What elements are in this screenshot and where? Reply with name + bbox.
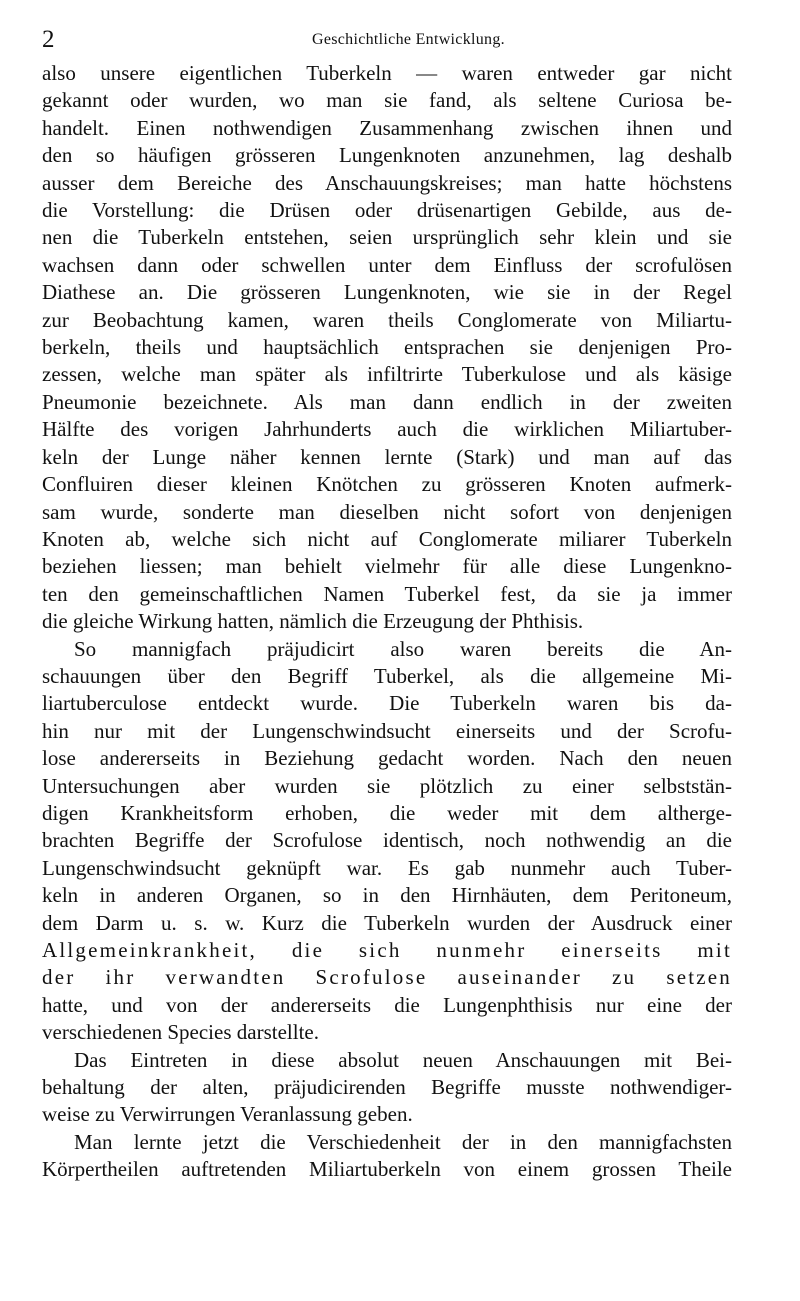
text-line: weise zu Verwirrungen Veranlassung geben. [42,1102,413,1127]
paragraph-3 [42,1047,732,1129]
text-line: berkeln, theils und hauptsächlich entsprachen sie denjenigen Pro- [42,335,732,360]
text-line: die Vorstellung: die Drüsen oder drüsenartigen Gebilde, aus de- [42,198,732,223]
text-line: also unsere eigentlichen Tuberkeln — waren entweder gar nicht [42,61,732,85]
text-line: beziehen liessen; man behielt vielmehr für alle diese Lungenkno- [42,554,732,579]
page-header [42,26,732,56]
text-line: Das Eintreten in diese absolut neuen Anschauungen mit Bei- [74,1047,732,1072]
text-line: hin nur mit der Lungenschwindsucht einerseits und der Scrofu- [42,718,732,743]
text-line: die gleiche Wirkung hatten, nämlich die Erzeugung der Phthisis. [42,609,584,634]
text-line: lose andererseits in Beziehung gedacht worden. Nach den neuen [42,746,732,771]
text-line: wachsen dann oder schwellen unter dem Einfluss der scrofulösen [42,252,732,277]
text-line: keln der Lunge näher kennen lernte (Stark) und man auf das [42,444,732,469]
text-line: verschiedenen Species darstellte. [42,1020,319,1045]
text-line: ten den gemeinschaftlichen Namen Tuberkel fest, da sie ja immer [42,581,732,606]
text-line: nen die Tuberkeln entstehen, seien ursprünglich sehr klein und sie [42,225,732,250]
text-line: liartuberculose entdeckt wurde. Die Tuberkeln waren bis da- [42,691,732,716]
text-line: schauungen über den Begriff Tuberkel, als die allgemeine Mi- [42,663,732,688]
text-line: den so häufigen grösseren Lungenknoten anzunehmen, lag deshalb [42,143,732,168]
text-line: Hälfte des vorigen Jahrhunderts auch die wirklichen Miliartuber- [42,417,732,442]
text-line: sam wurde, sonderte man dieselben nicht sofort von denjenigen [42,499,732,524]
text-line: Körpertheilen auftretenden Miliartuberkeln von einem grossen Theile [42,1157,732,1182]
text-line: Allgemeinkrankheit, die sich nunmehr einerseits mit [42,938,732,962]
text-line: gekannt oder wurden, wo man sie fand, als seltene Curiosa be- [42,88,732,113]
text-line: dem Darm u. s. w. Kurz die Tuberkeln wurden der Ausdruck einer [42,910,732,935]
page-number: 2 [42,26,55,53]
text-line: Diathese an. Die grösseren Lungenknoten, wie sie in der Regel [42,280,732,305]
paragraph-2 [42,636,732,1047]
text-line: Pneumonie bezeichnete. Als man dann endlich in der zweiten [42,389,732,414]
text-line: brachten Begriffe der Scrofulose identisch, noch nothwendig an die [42,828,732,853]
text-line: Lungenschwindsucht geknüpft war. Es gab nunmehr auch Tuber- [42,855,732,880]
body-text [42,60,732,1184]
text-line: zur Beobachtung kamen, waren theils Conglomerate von Miliartu- [42,307,732,332]
text-line: Man lernte jetzt die Verschiedenheit der in den mannigfachsten [74,1129,732,1154]
text-line: handelt. Einen nothwendigen Zusammenhang zwischen ihnen und [42,115,732,140]
text-line: der ihr verwandten Scrofulose auseinander zu setzen [42,965,732,990]
paragraph-1 [42,60,732,636]
text-line: ausser dem Bereiche des Anschauungskreises; man hatte höchstens [42,170,732,195]
text-line: Knoten ab, welche sich nicht auf Conglomerate miliarer Tuberkeln [42,526,732,551]
text-line: behaltung der alten, präjudicirenden Begriffe musste nothwendiger- [42,1075,732,1100]
text-line: Untersuchungen aber wurden sie plötzlich zu einer selbststän- [42,773,732,798]
paragraph-4 [42,1129,732,1184]
text-line: zessen, welche man später als infiltrirte Tuberkulose und als käsige [42,362,732,387]
text-line: keln in anderen Organen, so in den Hirnhäuten, dem Peritoneum, [42,883,732,908]
text-line: hatte, und von der andererseits die Lungenphthisis nur eine der [42,992,732,1017]
text-line: digen Krankheitsform erhoben, die weder mit dem altherge- [42,800,732,825]
text-line: Confluiren dieser kleinen Knötchen zu grösseren Knoten aufmerk- [42,472,732,497]
running-title: Geschichtliche Entwicklung. [312,31,505,48]
text-line: So mannigfach präjudicirt also waren bereits die An- [74,636,732,661]
